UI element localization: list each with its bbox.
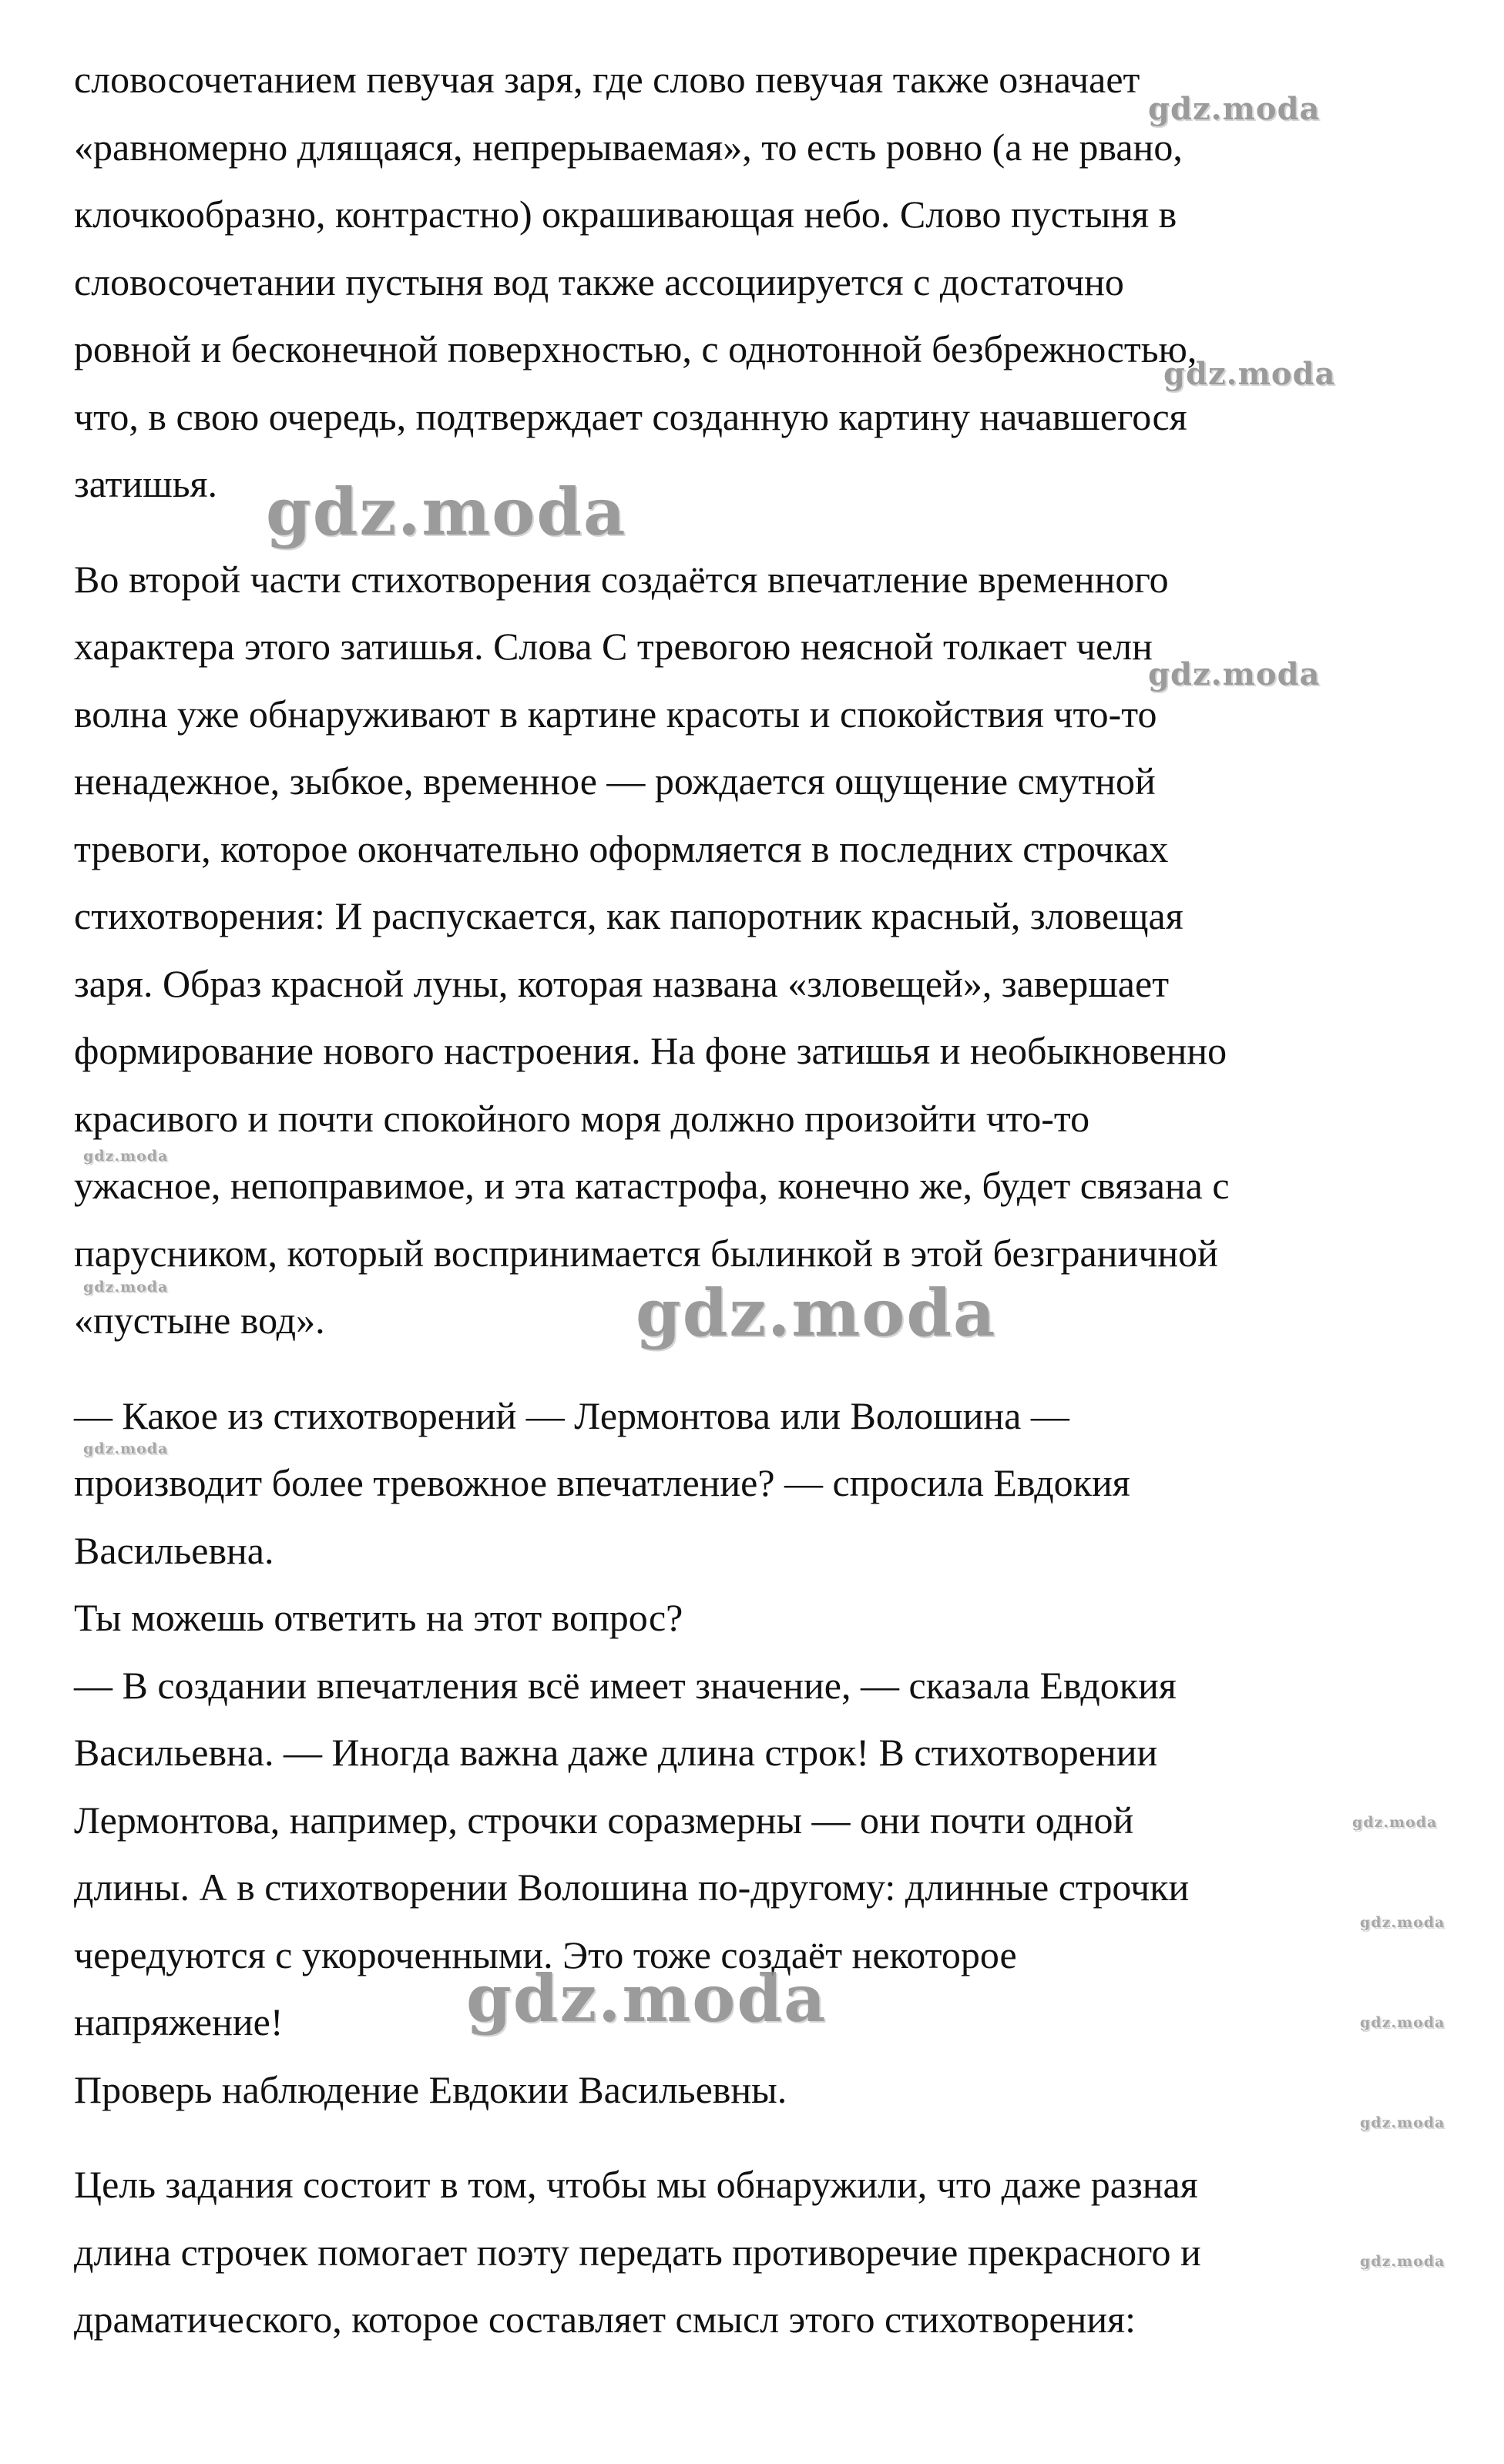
text-line: тревоги, которое окончательно оформляется в последних строчках <box>74 826 1169 870</box>
text-line: ненадежное, зыбкое, временное — рождается ощущение смутной <box>74 759 1156 803</box>
text-line: Цель задания состоит в том, чтобы мы обнаружили, что даже разная <box>74 2163 1198 2206</box>
watermark: gdz.moda <box>1360 1914 1445 1931</box>
text-line: напряжение! <box>74 2000 284 2043</box>
text-line: красивого и почти спокойного моря должно произойти что-то <box>74 1096 1090 1140</box>
paragraph-spacer <box>74 2124 1430 2151</box>
text-line: затишья. <box>74 462 218 505</box>
text-line: волна уже обнаруживают в картине красоты и спокойствия что-то <box>74 692 1157 736</box>
text-line: Васильевна. — Иногда важна даже длина строк! В стихотворении <box>74 1731 1158 1774</box>
text-line: словосочетанием певучая заря, где слово певучая также означает <box>74 58 1140 101</box>
watermark: gdz.moda <box>1360 2253 1445 2270</box>
text-line: — В создании впечатления всё имеет значение, — сказала Евдокия <box>74 1663 1177 1707</box>
text-line: производит более тревожное впечатление? — спросила Евдокия <box>74 1461 1130 1504</box>
watermark: gdz.moda <box>1360 2114 1445 2131</box>
watermark: gdz.moda <box>83 1440 169 1457</box>
document-page <box>74 46 1430 2354</box>
text-line: драматического, которое составляет смысл этого стихотворения: <box>74 2298 1136 2341</box>
text-line: ровной и бесконечной поверхностью, с однотонной безбрежностью, <box>74 327 1197 370</box>
text-line: Ты можешь ответить на этот вопрос? <box>74 1596 683 1639</box>
watermark: gdz.moda <box>1352 1814 1438 1831</box>
watermark: gdz.moda <box>83 1279 169 1296</box>
text-line: что, в свою очередь, подтверждает созданную картину начавшегося <box>74 394 1187 438</box>
text-line: стихотворения: И распускается, как папоротник красный, зловещая <box>74 894 1183 937</box>
text-line: парусником, который воспринимается былинкой в этой безграничной <box>74 1231 1218 1275</box>
text-line: длины. А в стихотворении Волошина по-другому: длинные строчки <box>74 1866 1190 1909</box>
text-line: чередуются с укороченными. Это тоже создаёт некоторое <box>74 1933 1017 1976</box>
watermark: gdz.moda <box>83 1148 169 1165</box>
watermark: gdz.moda <box>1163 356 1336 392</box>
paragraph-3 <box>74 1383 1430 2124</box>
watermark: gdz.moda <box>1360 2014 1445 2031</box>
paragraph-4 <box>74 2151 1430 2354</box>
watermark: gdz.moda <box>1148 91 1321 127</box>
text-line: «пустыне вод». <box>74 1299 325 1342</box>
text-line: — Какое из стихотворений — Лермонтова или Волошина — <box>74 1393 1069 1437</box>
watermark: gdz.moda <box>636 1275 997 1351</box>
watermark: gdz.moda <box>1148 656 1321 692</box>
text-line: заря. Образ красной луны, которая названа «зловещей», завершает <box>74 961 1170 1005</box>
text-line: Васильевна. <box>74 1528 274 1572</box>
text-line: характера этого затишья. Слова С тревогою неясной толкает челн <box>74 625 1153 668</box>
text-line: Проверь наблюдение Евдокии Васильевны. <box>74 2067 787 2111</box>
paragraph-1 <box>74 46 1430 518</box>
text-line: словосочетании пустыня вод также ассоциируется с достаточно <box>74 260 1124 303</box>
paragraph-2 <box>74 546 1430 1355</box>
text-line: «равномерно длящаяся, непрерываемая», то есть ровно (а не рвано, <box>74 125 1183 169</box>
text-line: Лермонтова, например, строчки соразмерны — они почти одной <box>74 1798 1134 1842</box>
paragraph-spacer <box>74 518 1430 546</box>
watermark: gdz.moda <box>466 1960 828 2037</box>
text-line: клочкообразно, контрастно) окрашивающая небо. Слово пустыня в <box>74 193 1177 236</box>
text-line: длина строчек помогает поэту передать противоречие прекрасного и <box>74 2230 1201 2274</box>
text-line: Во второй части стихотворения создаётся впечатление временного <box>74 557 1169 601</box>
paragraph-spacer <box>74 1355 1430 1383</box>
text-line: формирование нового настроения. На фоне затишья и необыкновенно <box>74 1029 1227 1072</box>
text-line: ужасное, непоправимое, и эта катастрофа, конечно же, будет связана с <box>74 1164 1230 1207</box>
watermark: gdz.moda <box>266 474 627 550</box>
